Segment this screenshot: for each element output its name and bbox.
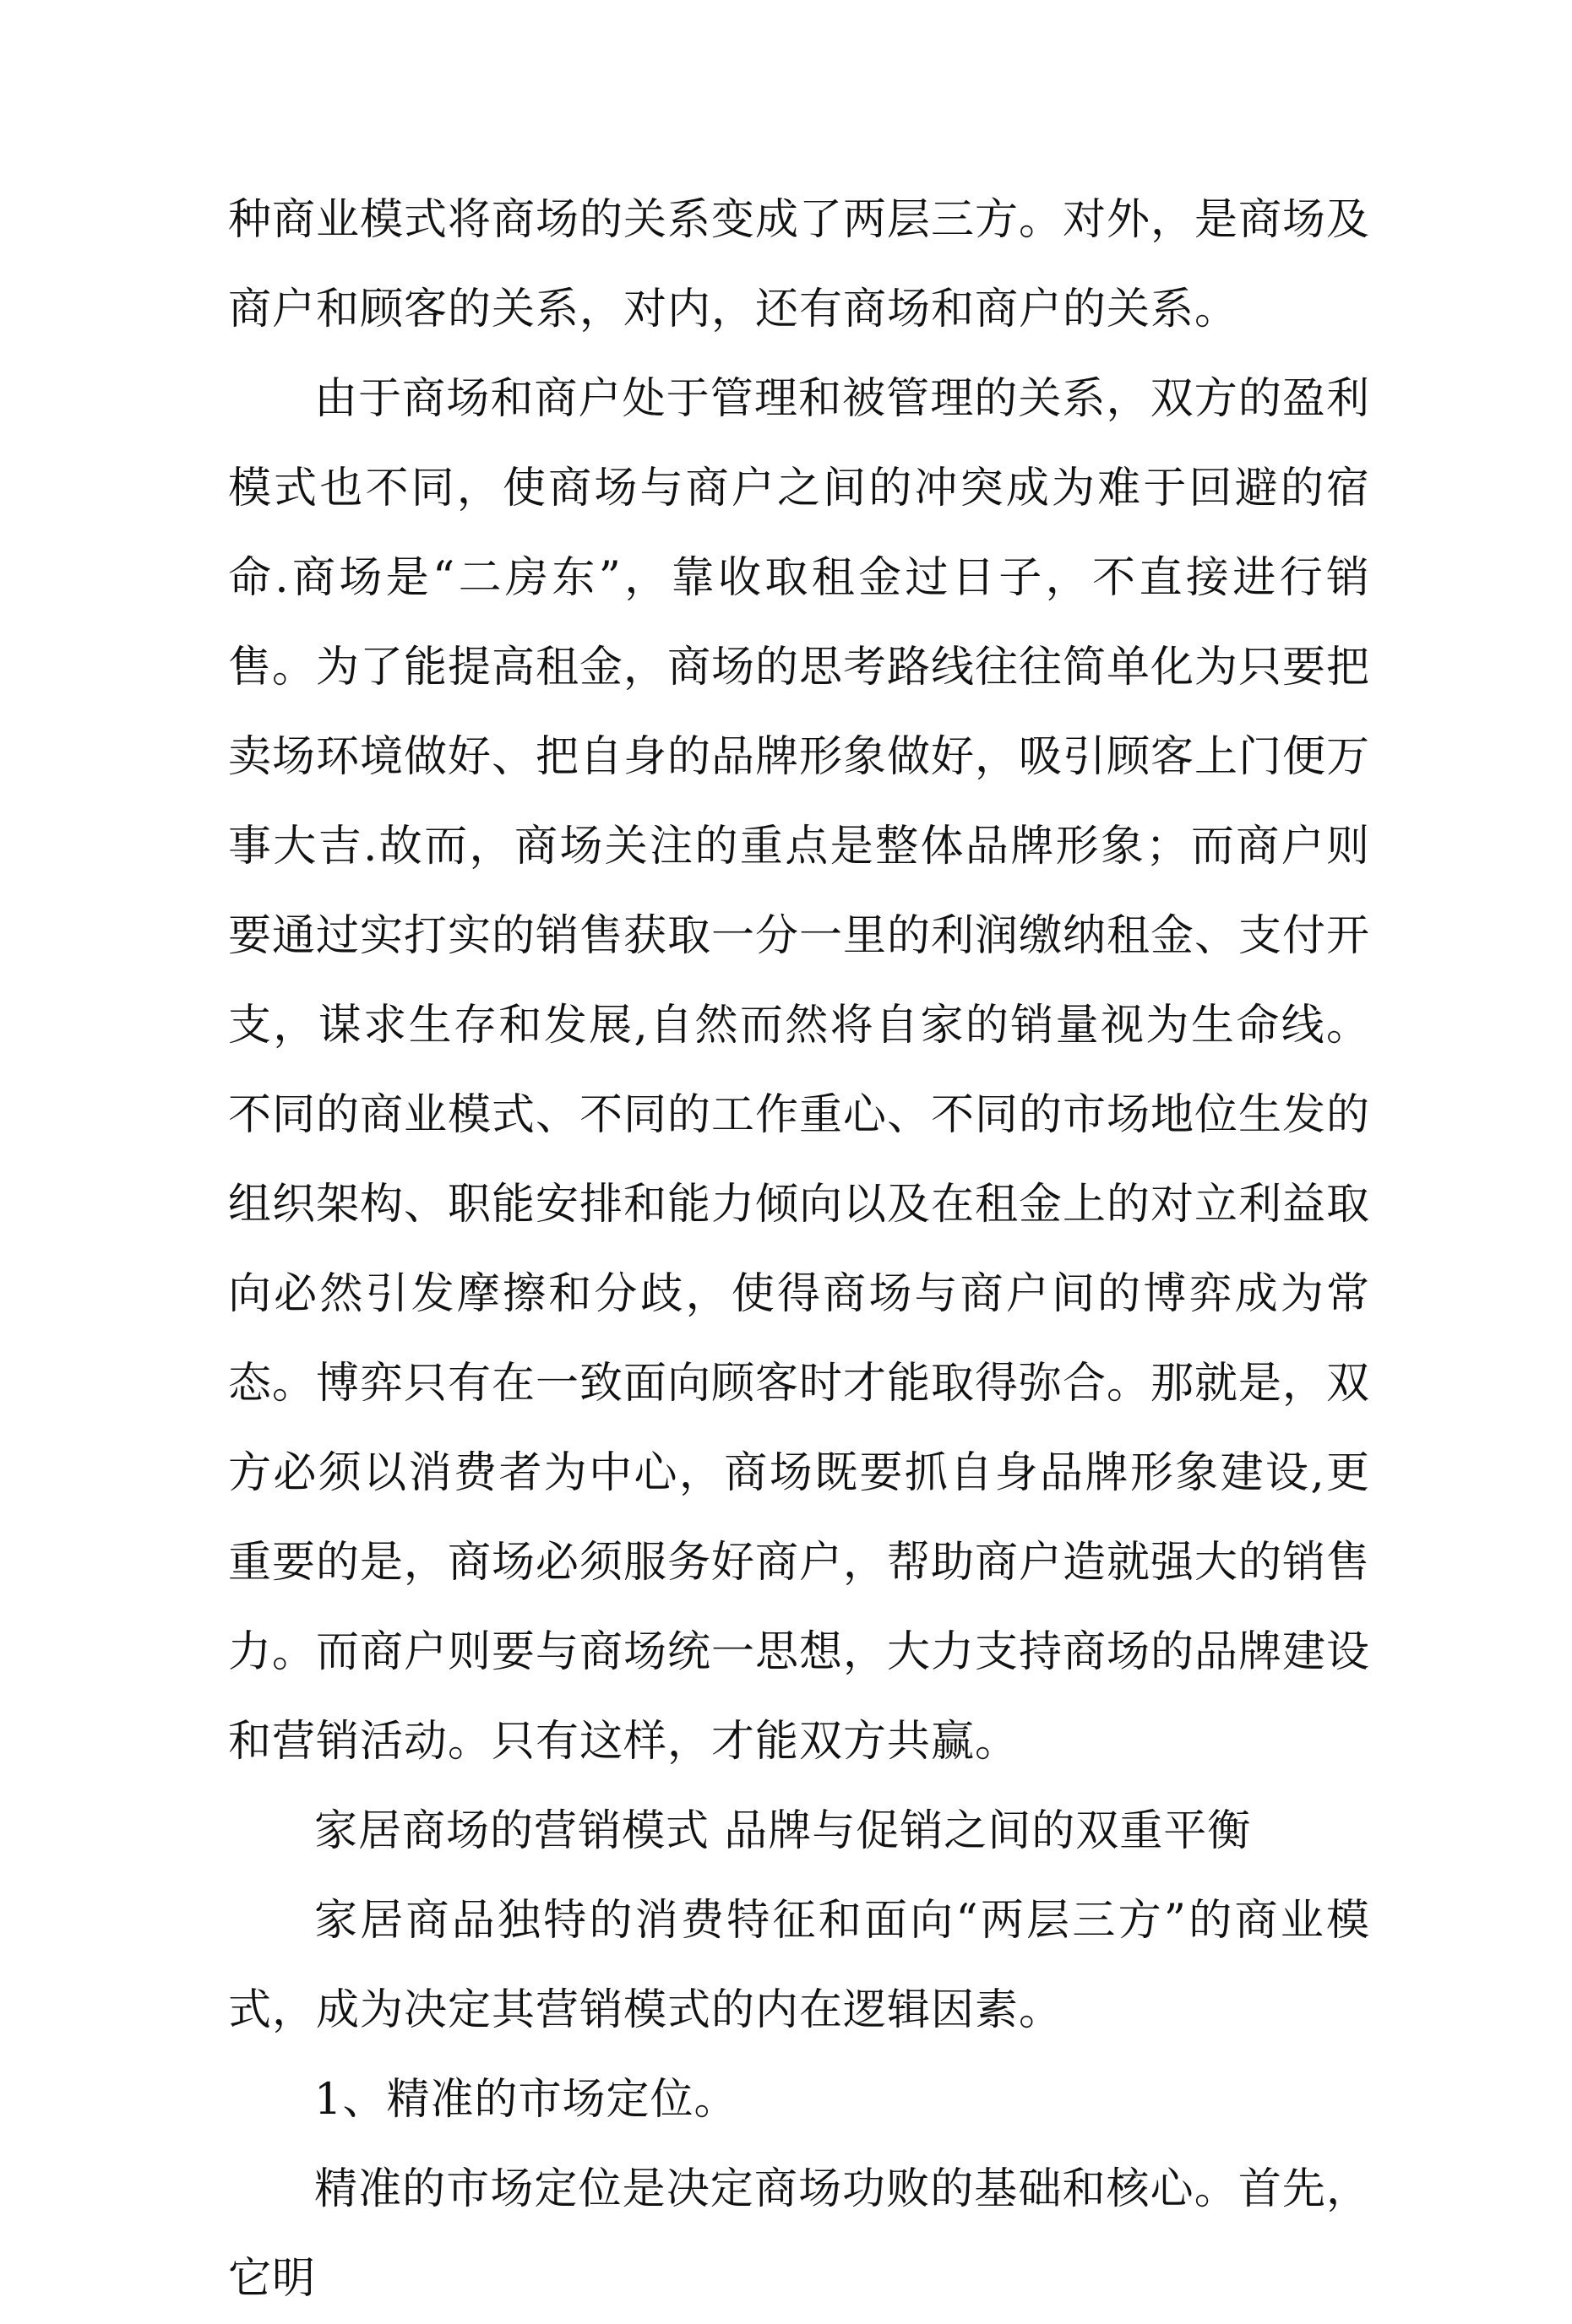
body-text bbox=[228, 176, 1370, 2324]
paragraph-4: 精准的市场定位是决定商场功败的基础和核心。首先，它明 bbox=[228, 2164, 1370, 2304]
paragraph-2: 由于商场和商户处于管理和被管理的关系，双方的盈利模式也不同，使商场与商户之间的冲突成为难于回避的宿命.商场是“二房东”，靠收取租金过日子，不直接进行销售。为了能提高租金，商场的思考路线往往简单化为只要把卖场环境做好、把自身的品牌形象做好，吸引顾客上门便万事大吉.故而，商场关注的重点是整体品牌形象；而商户则要通过实打实的销售获取一分一里的利润缴纳租金、支付开支，谋求生存和发展,自然而然将自家的销量视为生命线。不同的商业模式、不同的工作重心、不同的市场地位生发的组织架构、职能安排和能力倾向以及在租金上的对立利益取向必然引发摩擦和分歧，使得商场与商户间的博弈成为常态。博弈只有在一致面向顾客时才能取得弥合。那就是，双方必须以消费者为中心，商场既要抓自身品牌形象建设,更重要的是，商场必须服务好商户，帮助商户造就强大的销售力。而商户则要与商场统一思想，大力支持商场的品牌建设和营销活动。只有这样，才能双方共赢。 bbox=[228, 374, 1371, 1767]
paragraph-3: 家居商品独特的消费特征和面向“两层三方”的商业模式，成为决定其营销模式的内在逻辑因素。 bbox=[228, 1896, 1370, 2035]
paragraph-1: 种商业模式将商场的关系变成了两层三方。对外，是商场及商户和顾客的关系，对内，还有商场和商户的关系。 bbox=[228, 195, 1371, 334]
numbered-heading-1: 1、精准的市场定位。 bbox=[314, 2075, 738, 2125]
section-heading: 家居商场的营销模式 品牌与促销之间的双重平衡 bbox=[314, 1806, 1252, 1856]
